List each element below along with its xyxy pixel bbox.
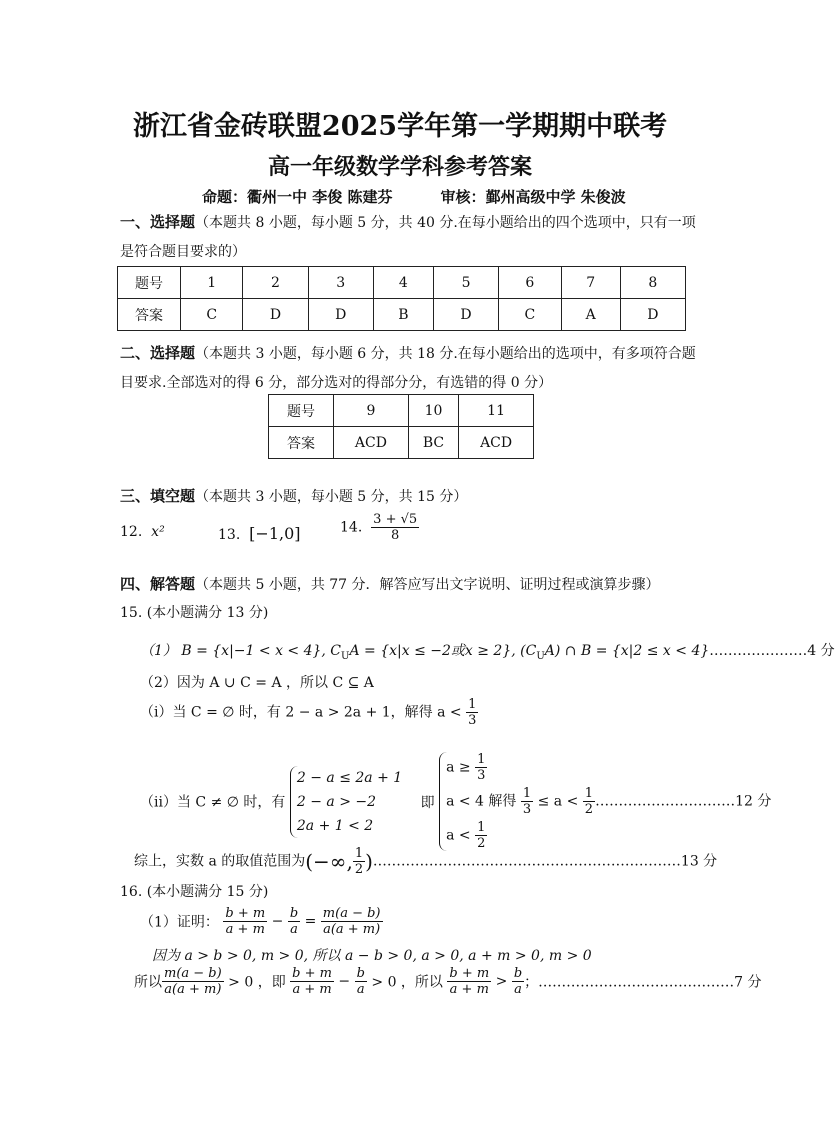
frac-num: b + m (449, 966, 490, 981)
frac-num: b (289, 906, 299, 921)
section2-heading: 二、选择题 (120, 344, 196, 362)
section1-line1 (120, 211, 696, 232)
frac-num: 1 (477, 752, 486, 767)
q16-line2: 因为 a > b > 0, m > 0, 所以 a − b > 0, a > 0, a + m > 0, m > 0 (152, 948, 592, 964)
section2-answer-table (268, 394, 534, 459)
op-minus: − (271, 913, 284, 930)
section3-note: （本题共 3 小题，每小题 5 分，共 15 分） (195, 489, 468, 505)
section2-line2 (120, 372, 552, 392)
frac-num: b + m (225, 906, 266, 921)
section1-note-2: 是符合题目要求的） (120, 244, 246, 260)
section2-answer-row (269, 427, 534, 459)
q13-answer (218, 524, 301, 543)
page-title: 浙江省金砖联盟2025学年第一学期期中联考 (132, 111, 668, 142)
section4-note: （本题共 5 小题，共 77 分．解答应写出文字说明、证明过程或演算步骤） (195, 577, 660, 593)
interval-frac (353, 846, 365, 877)
q14-denominator: 8 (391, 528, 400, 543)
frac-den: a (356, 982, 365, 997)
frac-num: b (513, 966, 523, 981)
q13-value: [−1,0] (249, 524, 301, 543)
frac-num: 1 (354, 846, 364, 861)
table-row-label: 题号 (269, 395, 334, 427)
q16-l3-frac4 (447, 966, 491, 997)
question-number-cell: 4 (373, 267, 433, 299)
question-number-cell: 3 (308, 267, 373, 299)
q16-l3-t1: > 0 ，即 (228, 974, 286, 991)
section1-line2 (120, 241, 246, 261)
q15-p1-end: A) ∩ B = {x|2 ≤ x < 4} (544, 643, 710, 659)
question-number-cell: 7 (561, 267, 620, 299)
answer-cell: D (243, 299, 308, 331)
q15-header: 15. (本小题满分 13 分) (120, 605, 269, 621)
res-mid: ≤ a < (537, 793, 579, 810)
q15-p1-text: （1） B = {x|−1 < x < 4}, C (140, 643, 342, 659)
frac-den: 2 (354, 862, 364, 877)
section1-answer-table (117, 266, 686, 331)
section2-note-1: （本题共 3 小题，每小题 6 分，共 18 分.在每小题给出的选项中，有多项符合题 (195, 346, 696, 362)
section1-heading: 一、选择题 (120, 213, 196, 231)
frac-den: a + m (292, 982, 332, 997)
q16-l3-frac5 (512, 966, 524, 997)
res-frac-1 (521, 786, 533, 817)
res-frac-2 (583, 786, 595, 817)
answer-cell: C (181, 299, 243, 331)
frac-den: a + m (449, 982, 489, 997)
q16-l1-frac3 (321, 906, 383, 937)
frac-den: a(a + m) (164, 982, 222, 997)
q14-label: 14. (340, 519, 363, 536)
q15-case2-mid: 即 (420, 794, 435, 811)
table-row-label: 答案 (118, 299, 181, 331)
q12-value: x² (151, 524, 165, 540)
question-number-cell: 11 (459, 395, 534, 427)
inequality-system-2 (439, 752, 771, 851)
q16-l1-frac1 (223, 906, 267, 937)
sys2-c: a < (446, 827, 471, 844)
frac-num: 1 (477, 820, 486, 835)
frac-den: 3 (522, 802, 532, 817)
answer-cell: D (620, 299, 685, 331)
section4-heading: 四、解答题 (120, 575, 196, 593)
answer-cell: D (308, 299, 373, 331)
answer-cell: C (499, 299, 561, 331)
section3-heading: 三、填空题 (120, 487, 196, 505)
section2-line1 (120, 342, 696, 363)
table-row-label: 答案 (269, 427, 334, 459)
q14-answer (340, 512, 419, 543)
q16-prefix: （1）证明： (140, 914, 219, 931)
frac-num: b + m (292, 966, 332, 981)
frac-den: a(a + m) (323, 922, 381, 937)
section2-question-row (269, 395, 534, 427)
frac-num: b (356, 966, 365, 981)
frac-num: 1 (522, 786, 532, 801)
q14-fraction (371, 512, 419, 543)
answer-cell: ACD (334, 427, 409, 459)
sys2-a-frac (475, 752, 487, 783)
section1-answer-row (118, 299, 686, 331)
question-number-cell: 8 (620, 267, 685, 299)
q12-label: 12. (120, 524, 143, 540)
authors-line (202, 186, 626, 207)
q12-answer (120, 524, 165, 540)
frac-den: a + m (225, 922, 265, 937)
q15-conclusion-score: …………………………………………………………13 分 (372, 853, 718, 870)
answer-cell: A (561, 299, 620, 331)
q13-label: 13. (218, 527, 241, 543)
question-number-cell: 1 (181, 267, 243, 299)
question-number-cell: 6 (499, 267, 561, 299)
q15-p1-sub2: U (536, 650, 545, 662)
q15-conclusion-text: 综上，实数 a 的取值范围为 (134, 853, 306, 870)
section4-line (120, 573, 660, 594)
answer-cell: BC (408, 427, 458, 459)
section2-note-2: 目要求.全部选对的得 6 分，部分选对的得部分分，有选错的得 0 分） (120, 375, 553, 391)
q15-case1 (140, 697, 478, 728)
section1-question-row (118, 267, 686, 299)
frac-den: 2 (584, 802, 594, 817)
q16-l3-frac3 (355, 966, 367, 997)
q16-l3-score: ；……………………………………7 分 (524, 974, 762, 991)
q16-l3-t2: > 0 ，所以 (371, 974, 443, 991)
frac-den: 2 (477, 836, 486, 851)
op-minus: − (338, 973, 351, 990)
q16-l3-prefix: 所以 (134, 974, 162, 991)
q15-case1-fraction (466, 697, 478, 728)
inequality-system-1 (290, 766, 402, 838)
op-equals: = (304, 913, 317, 930)
inequality-row: 2a + 1 < 2 (296, 817, 374, 834)
table-row-label: 题号 (118, 267, 181, 299)
q15-p1-score: …………………4 分 (709, 643, 835, 659)
q15-part2: （2）因为 A ∪ C = A ，所以 C ⊆ A (140, 675, 374, 691)
frac-num: m(a − b) (322, 906, 381, 921)
q15-conclusion (134, 846, 717, 877)
section1-note-1: （本题共 8 小题，每小题 5 分，共 40 分.在每小题给出的四个选项中，只有一项 (195, 215, 696, 231)
frac-den: a (514, 982, 522, 997)
question-number-cell: 5 (433, 267, 498, 299)
sys2-row-2 (446, 786, 771, 817)
sys2-b: a < 4 (446, 793, 484, 810)
frac-den: 3 (477, 768, 486, 783)
q14-numerator: 3 + √5 (373, 512, 418, 527)
inequality-row: 2 − a ≤ 2a + 1 (296, 769, 403, 786)
q16-l1-frac2 (288, 906, 300, 937)
sys2-a: a ≥ (446, 759, 471, 776)
q15-p1-rest: A = {x|x ≤ −2或x ≥ 2}, (C (349, 643, 537, 659)
interval-right: ) (365, 849, 373, 874)
reviewer-label: 审核：鄞州高级中学 朱俊波 (440, 188, 626, 206)
q16-l3-frac1 (162, 966, 224, 997)
q15-case2-score: …………………………12 分 (595, 793, 772, 810)
frac-num: m(a − b) (164, 966, 222, 981)
op-gt: > (495, 973, 508, 990)
q15-case1-text: （i）当 C = ∅ 时，有 2 − a > 2a + 1，解得 a < (140, 704, 462, 721)
frac-den: a (290, 922, 298, 937)
q16-header: 16. (本小题满分 15 分) (120, 884, 269, 900)
question-number-cell: 9 (334, 395, 409, 427)
page-subtitle: 高一年级数学学科参考答案 (267, 154, 532, 180)
interval-left: (−∞, (305, 849, 353, 874)
q16-line1 (140, 906, 383, 937)
q16-line3 (134, 966, 762, 997)
solve-label: 解得 (488, 793, 517, 810)
answer-cell: ACD (459, 427, 534, 459)
frac-den: 3 (468, 713, 477, 728)
answer-cell: D (433, 299, 498, 331)
answer-cell: B (373, 299, 433, 331)
frac-num: 1 (584, 786, 594, 801)
q15-part1 (140, 640, 835, 662)
question-number-cell: 10 (408, 395, 458, 427)
inequality-row: 2 − a > −2 (296, 793, 377, 810)
sys2-row-1 (446, 752, 771, 783)
proposer-label: 命题：衢州一中 李俊 陈建芬 (202, 188, 393, 206)
q15-case2 (140, 752, 771, 851)
q16-l3-frac2 (290, 966, 334, 997)
q15-p1-sub: U (341, 650, 350, 662)
frac-num: 1 (468, 697, 477, 712)
section3-line (120, 485, 467, 506)
question-number-cell: 2 (243, 267, 308, 299)
q15-case2-prefix: （ii）当 C ≠ ∅ 时，有 (140, 794, 286, 811)
